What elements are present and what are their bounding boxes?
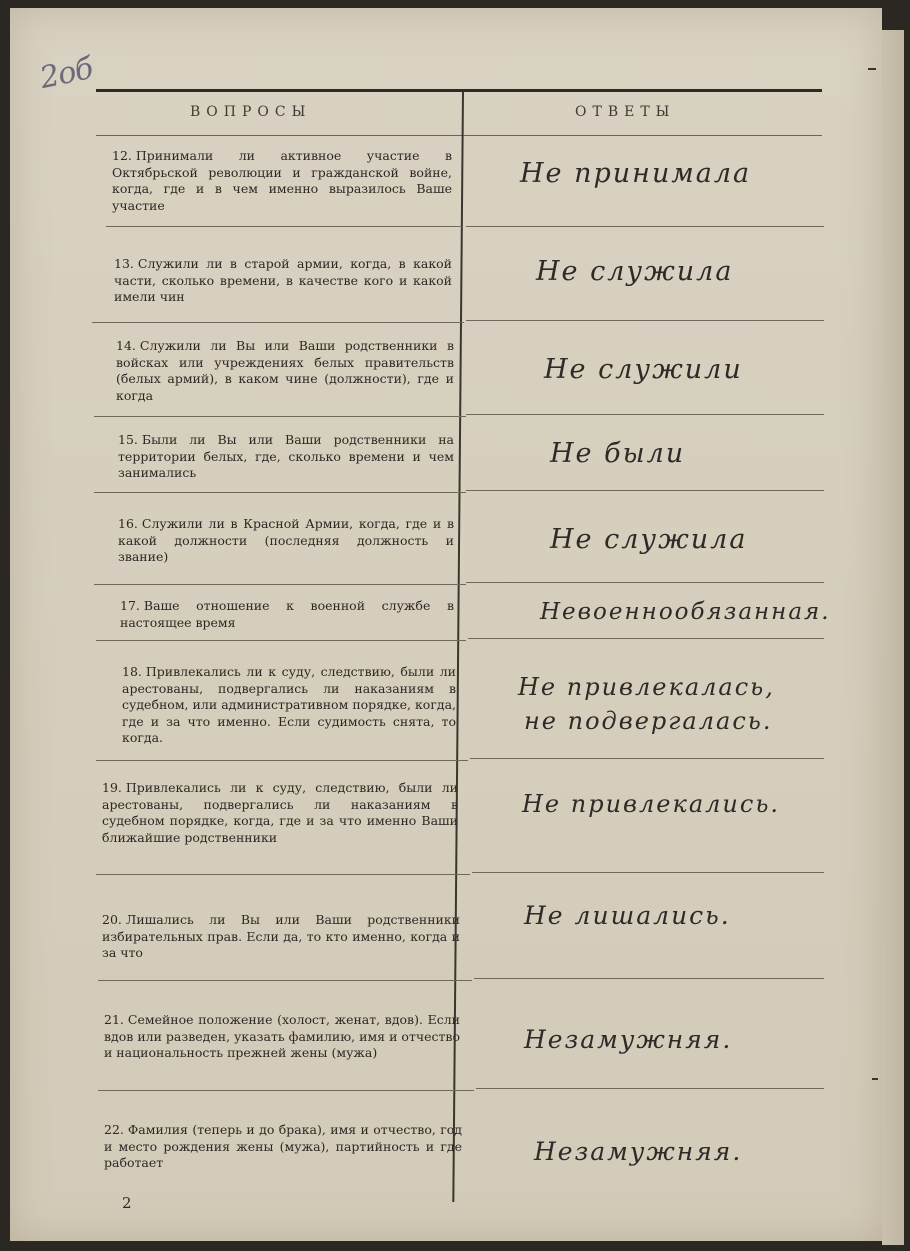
question-number: 19.	[102, 780, 122, 795]
question-17	[120, 598, 454, 631]
question-12	[112, 148, 452, 214]
row-divider	[472, 872, 824, 873]
question-16	[118, 516, 454, 566]
archive-mark: 2об	[36, 50, 96, 97]
question-20	[102, 912, 460, 962]
question-text: Фамилия (теперь и до брака), имя и отчество, год и место рождения жены (мужа), партийность и где работает	[104, 1122, 462, 1170]
question-22	[104, 1122, 462, 1172]
question-text: Были ли Вы или Ваши родственники на территории белых, где, сколько времени и чем занимались	[118, 432, 454, 480]
row-divider	[470, 758, 824, 759]
header-rule	[96, 135, 822, 136]
page-edge	[882, 30, 904, 1245]
question-text: Принимали ли активное участие в Октябрьской революции и гражданской войне, когда, где и в чем именно выразилось Ваше участие	[112, 148, 452, 213]
row-divider	[468, 638, 824, 639]
row-divider	[94, 416, 466, 417]
question-number: 14.	[116, 338, 136, 353]
row-divider	[98, 1090, 474, 1091]
margin-tick	[872, 1078, 878, 1080]
margin-tick	[868, 68, 876, 70]
question-19	[102, 780, 458, 846]
question-13	[114, 256, 452, 306]
answer-22: Незамужняя.	[534, 1137, 743, 1166]
answer-18-line-1: Не привлекалась,	[518, 673, 775, 701]
row-divider	[106, 226, 462, 227]
row-divider	[96, 640, 466, 641]
question-text: Семейное положение (холост, женат, вдов). Если вдов или разведен, указать фамилию, имя и отчество и национальность прежней жены (мужа)	[104, 1012, 460, 1060]
question-15	[118, 432, 454, 482]
question-text: Служили ли в старой армии, когда, в какой части, сколько времени, в качестве кого и какой имели чин	[114, 256, 452, 304]
row-divider	[466, 226, 824, 227]
row-divider	[96, 760, 468, 761]
answer-16: Не служила	[550, 524, 748, 555]
answer-19: Не привлекались.	[522, 790, 781, 818]
question-text: Привлекались ли к суду, следствию, были ли арестованы, подвергались ли наказаниям в судебном, или административном порядке, когда, где и за что именно. Если судимость снята, то когда.	[122, 664, 456, 745]
question-18	[122, 664, 456, 747]
answer-14: Не служили	[544, 354, 743, 385]
question-number: 17.	[120, 598, 140, 613]
question-14	[116, 338, 454, 404]
question-number: 16.	[118, 516, 138, 531]
row-divider	[466, 414, 824, 415]
row-divider	[466, 490, 824, 491]
question-number: 20.	[102, 912, 122, 927]
row-divider	[466, 582, 824, 583]
row-divider	[92, 322, 464, 323]
row-divider	[474, 978, 824, 979]
row-divider	[94, 492, 466, 493]
question-text: Лишались ли Вы или Ваши родственники избирательных прав. Если да, то кто именно, когда и за что	[102, 912, 460, 960]
row-divider	[476, 1088, 824, 1089]
row-divider	[98, 980, 472, 981]
question-text: Служили ли в Красной Армии, когда, где и в какой должности (последняя должность и звание)	[118, 516, 454, 564]
page-number: 2	[122, 1194, 132, 1212]
answer-13: Не служила	[536, 256, 734, 287]
question-number: 12.	[112, 148, 132, 163]
row-divider	[94, 584, 466, 585]
answer-20: Не лишались.	[524, 901, 731, 930]
question-21	[104, 1012, 460, 1062]
question-number: 22.	[104, 1122, 124, 1137]
row-divider	[96, 874, 470, 875]
question-text: Привлекались ли к суду, следствию, были ли арестованы, подвергались ли наказаниям в судебном порядке, когда, где и за что именно Ваши ближайшие родственники	[102, 780, 458, 845]
questionnaire-page	[10, 8, 882, 1241]
answer-18-line-2: не подвергалась.	[524, 707, 773, 735]
row-divider	[466, 320, 824, 321]
answers-header: ОТВЕТЫ	[575, 104, 676, 120]
question-number: 13.	[114, 256, 134, 271]
answer-18	[518, 670, 775, 738]
question-number: 18.	[122, 664, 142, 679]
answer-21: Незамужняя.	[524, 1025, 733, 1054]
answer-17: Невоеннообязанная.	[540, 599, 831, 625]
question-text: Служили ли Вы или Ваши родственники в войсках или учреждениях белых правительств (белых армий), в каком чине (должности), где и когда	[116, 338, 454, 403]
question-text: Ваше отношение к военной службе в настоящее время	[120, 598, 454, 630]
question-number: 21.	[104, 1012, 124, 1027]
top-rule	[96, 89, 822, 92]
answer-12: Не принимала	[520, 158, 752, 189]
answer-15: Не были	[550, 438, 686, 469]
question-number: 15.	[118, 432, 138, 447]
questions-header: ВОПРОСЫ	[190, 104, 312, 120]
